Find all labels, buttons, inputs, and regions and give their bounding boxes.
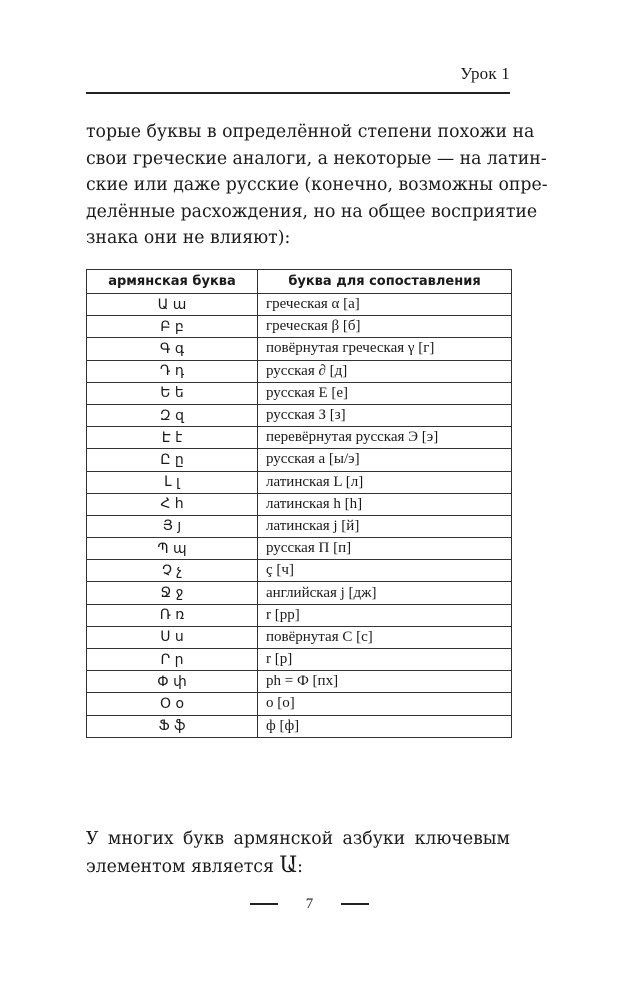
- table-row: [87, 427, 512, 449]
- armenian-letter-cell: Է է: [87, 427, 258, 449]
- table-row: [87, 626, 512, 648]
- comparison-cell: перевёрнутая русская Э [э]: [258, 427, 512, 449]
- outro-line: [86, 853, 510, 881]
- comparison-cell: русская П [п]: [258, 538, 512, 560]
- comparison-cell: русская Е [е]: [258, 382, 512, 404]
- comparison-cell: английская j [дж]: [258, 582, 512, 604]
- comparison-cell: ph = Ф [пх]: [258, 671, 512, 693]
- armenian-letter-cell: Ե ե: [87, 382, 258, 404]
- intro-line: торые буквы в определённой степени похожи на: [86, 122, 535, 142]
- armenian-letter-cell: Գ գ: [87, 338, 258, 360]
- armenian-letter-cell: Ջ ջ: [87, 582, 258, 604]
- armenian-letter-cell: Լ լ: [87, 471, 258, 493]
- comparison-cell: греческая α [а]: [258, 294, 512, 316]
- outro-colon: :: [297, 856, 303, 877]
- armenian-letter-cell: Ֆ ֆ: [87, 715, 258, 737]
- column-header-comparison: буква для сопоставления: [258, 270, 512, 294]
- table-row: [87, 493, 512, 515]
- armenian-letter-cell: Պ պ: [87, 538, 258, 560]
- armenian-letter-cell: Բ բ: [87, 316, 258, 338]
- armenian-letter-cell: Ռ ռ: [87, 604, 258, 626]
- page-footer: [0, 896, 619, 913]
- armenian-letter-cell: Դ դ: [87, 360, 258, 382]
- outro-paragraph: [86, 826, 510, 880]
- comparison-cell: r [рр]: [258, 604, 512, 626]
- comparison-cell: ф [ф]: [258, 715, 512, 737]
- intro-paragraph: [86, 119, 548, 252]
- page-number: 7: [305, 896, 314, 912]
- armenian-letter-cell: Օ օ: [87, 693, 258, 715]
- comparison-cell: r [р]: [258, 649, 512, 671]
- comparison-cell: o [о]: [258, 693, 512, 715]
- armenian-letter-cell: Չ չ: [87, 560, 258, 582]
- table-row: [87, 649, 512, 671]
- table-row: [87, 671, 512, 693]
- comparison-cell: русская З [з]: [258, 404, 512, 426]
- table-row: [87, 449, 512, 471]
- armenian-letter-cell: Ր ր: [87, 649, 258, 671]
- column-header-armenian: армянская буква: [87, 270, 258, 294]
- table-row: [87, 538, 512, 560]
- comparison-cell: латинская h [h]: [258, 493, 512, 515]
- key-letter: Ա: [279, 852, 298, 878]
- comparison-cell: латинская j [й]: [258, 515, 512, 537]
- footer-dash-right: [341, 903, 369, 905]
- intro-line: ские или даже русские (конечно, возможны опре-: [86, 175, 548, 195]
- table-row: [87, 316, 512, 338]
- table-header-row: [87, 270, 512, 294]
- table-row: [87, 560, 512, 582]
- armenian-letter-cell: Զ զ: [87, 404, 258, 426]
- armenian-letter-cell: Յ յ: [87, 515, 258, 537]
- table-row: [87, 338, 512, 360]
- table-row: [87, 715, 512, 737]
- running-header: Урок 1: [460, 64, 510, 83]
- comparison-cell: повёрнутая С [с]: [258, 626, 512, 648]
- comparison-cell: русская а [ы/э]: [258, 449, 512, 471]
- comparison-cell: русская ∂ [д]: [258, 360, 512, 382]
- table-row: [87, 693, 512, 715]
- table-row: [87, 471, 512, 493]
- table-row: [87, 582, 512, 604]
- table-row: [87, 360, 512, 382]
- header-rule: [86, 92, 510, 94]
- armenian-letter-cell: Ս ս: [87, 626, 258, 648]
- table-row: [87, 604, 512, 626]
- comparison-cell: латинская L [л]: [258, 471, 512, 493]
- letter-comparison-table: [86, 269, 512, 738]
- intro-line: свои греческие аналоги, а некоторые — на латин-: [86, 148, 547, 169]
- comparison-cell: ç [ч]: [258, 560, 512, 582]
- table-row: [87, 382, 512, 404]
- comparison-cell: повёрнутая греческая γ [г]: [258, 338, 512, 360]
- armenian-letter-cell: Ը ը: [87, 449, 258, 471]
- comparison-cell: греческая β [б]: [258, 316, 512, 338]
- outro-text: элементом является: [86, 856, 280, 877]
- footer-dash-left: [250, 903, 278, 905]
- armenian-letter-cell: Ա ա: [87, 294, 258, 316]
- table-row: [87, 294, 512, 316]
- armenian-letter-cell: Փ փ: [87, 671, 258, 693]
- intro-line: знака они не влияют):: [86, 228, 291, 248]
- intro-line: делённые расхождения, но на общее восприятие: [86, 201, 538, 222]
- outro-line: У многих букв армянской азбуки ключевым: [86, 829, 510, 849]
- table-row: [87, 515, 512, 537]
- table-row: [87, 404, 512, 426]
- armenian-letter-cell: Հ հ: [87, 493, 258, 515]
